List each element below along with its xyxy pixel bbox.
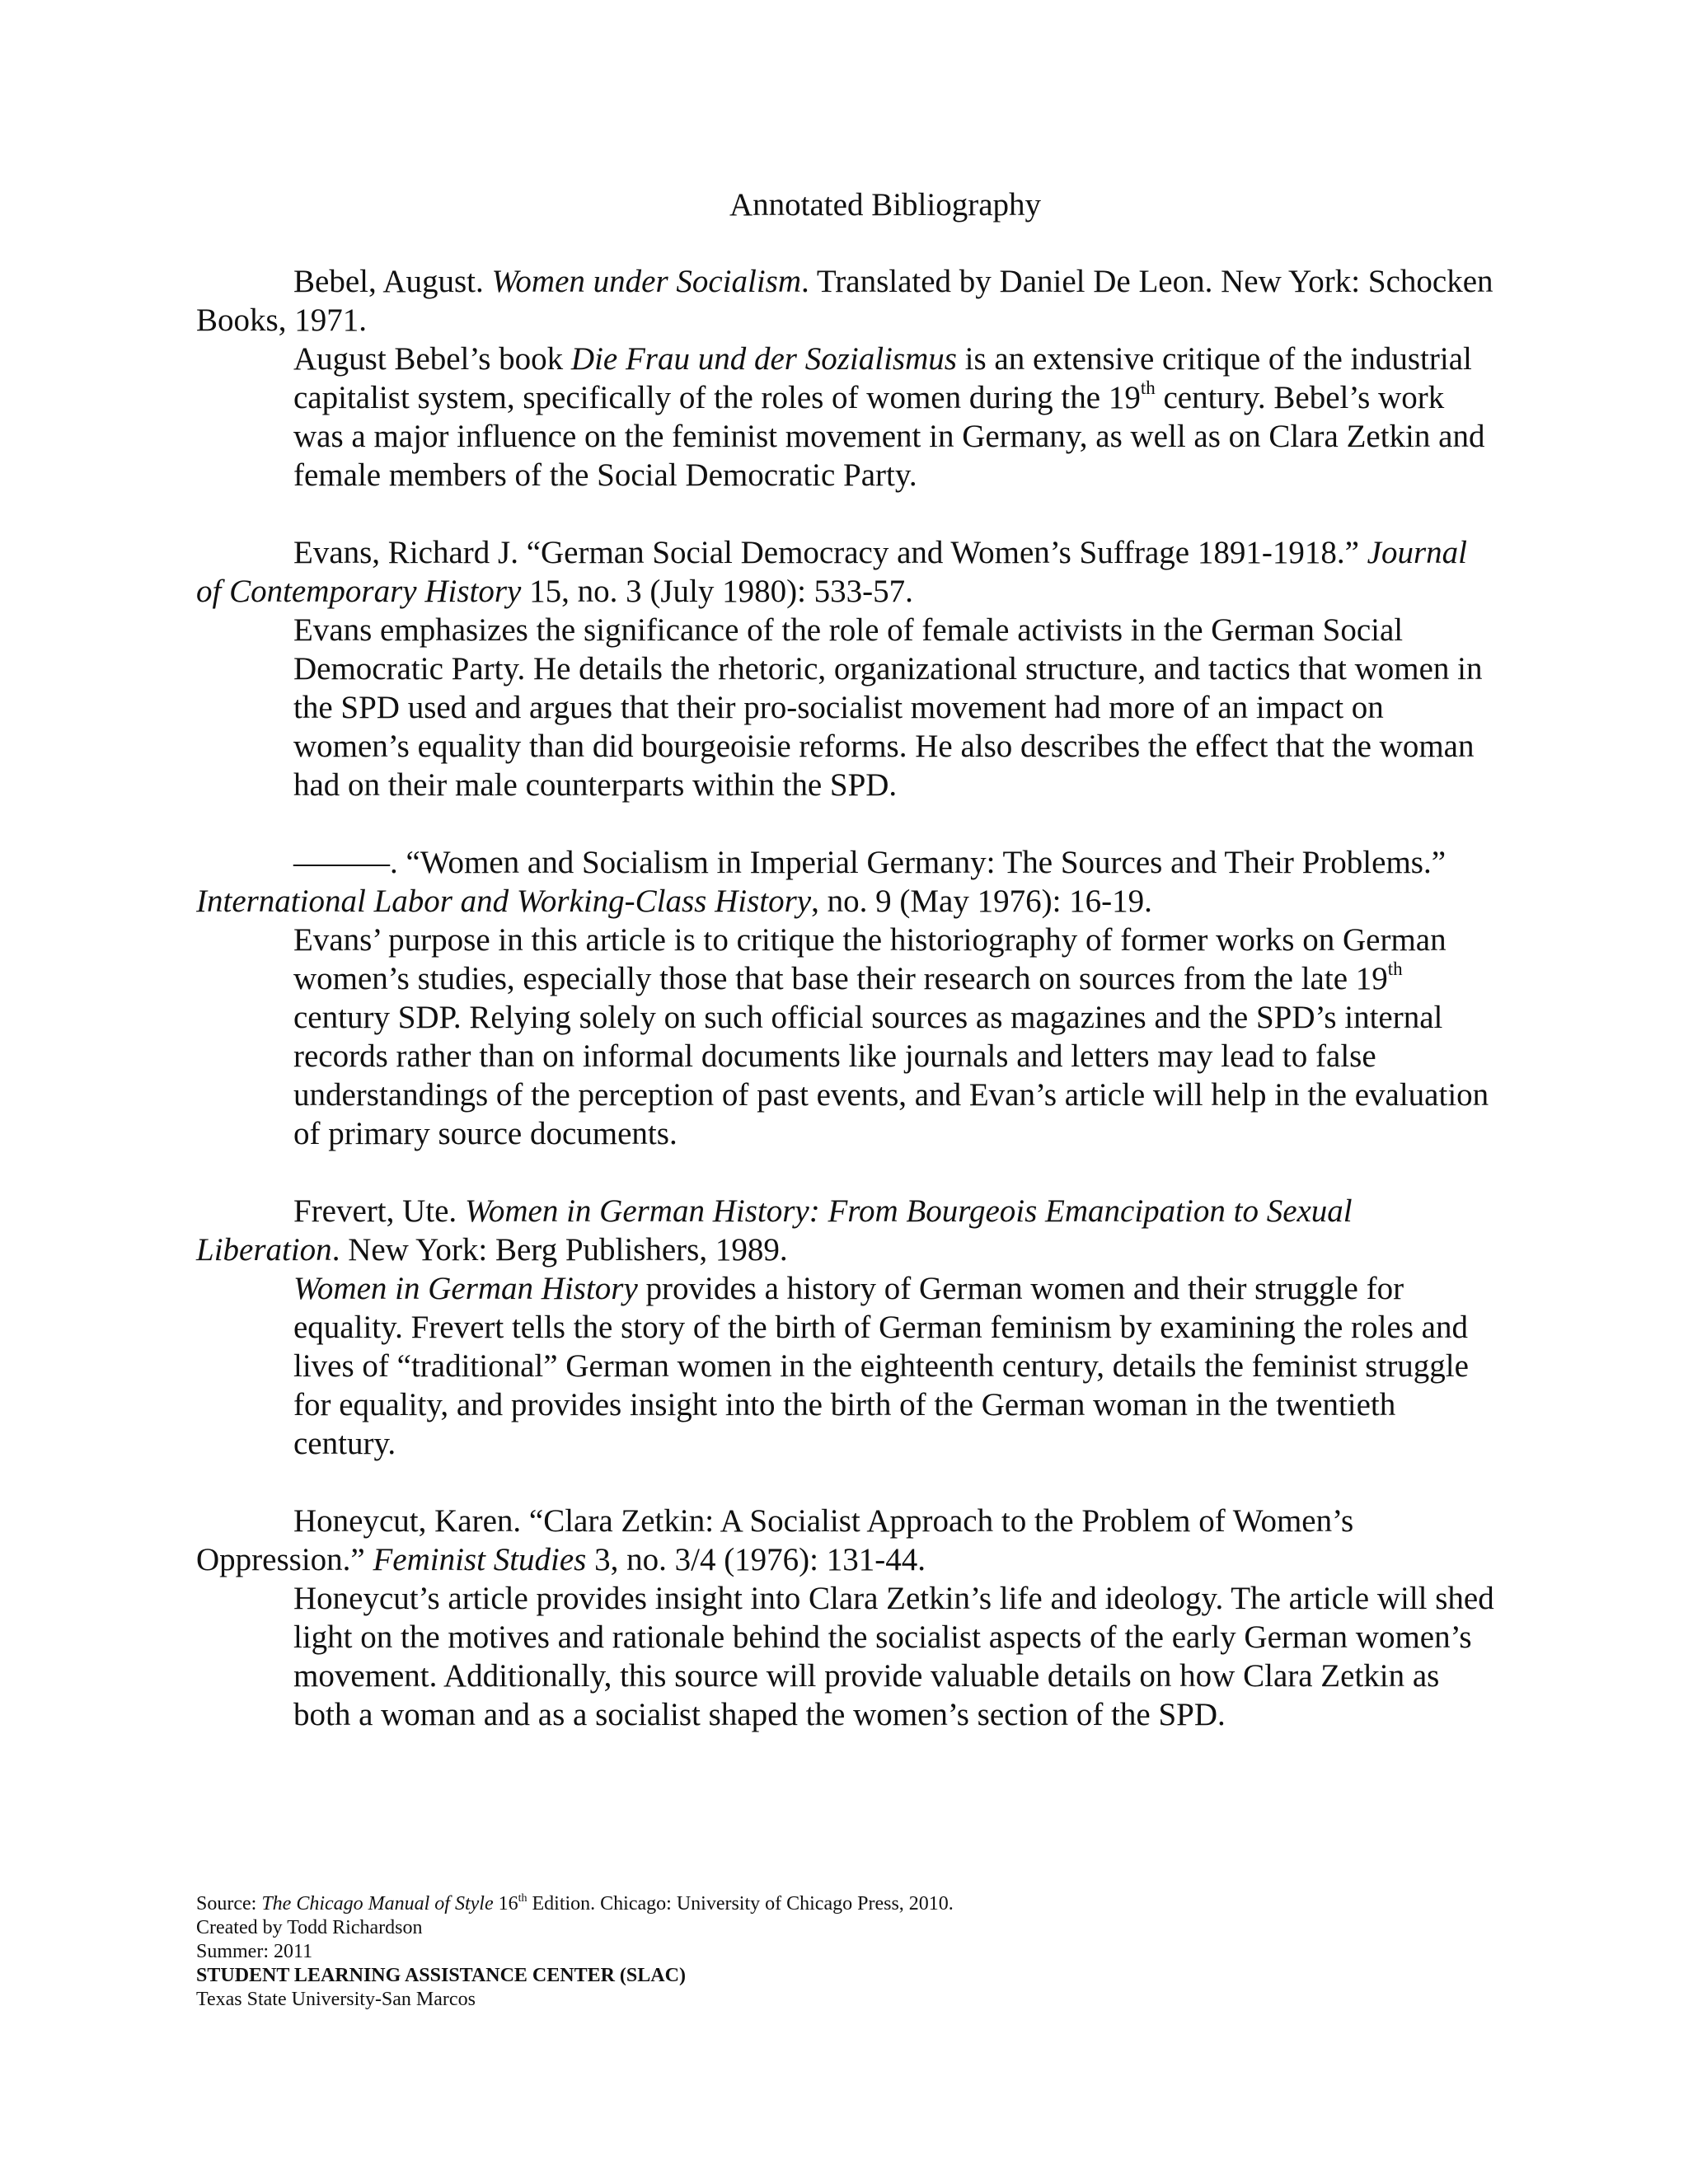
annotation: Evans emphasizes the significance of the role of female activists in the German Social Democratic Party. He details the rhetoric, organizational structure, and tactics that women in the SPD used and argues that their pro-socialist movement had more of an impact on women’s equality than did bourgeoisie reforms. He also describes the effect that the woman had on their male counterparts within the SPD. xyxy=(293,612,1483,803)
citation-title: Women under Socialism xyxy=(491,264,802,299)
citation-details: . New York: Berg Publishers, 1989. xyxy=(331,1232,788,1268)
bibliography-list xyxy=(196,262,1498,1773)
citation-details: 15, no. 3 (July 1980): 533-57. xyxy=(521,574,913,609)
footer-center-name: STUDENT LEARNING ASSISTANCE CENTER (SLAC) xyxy=(196,1965,686,1986)
annotation-title: Die Frau und der Sozialismus xyxy=(570,341,957,377)
annotation-text: is an extensive critique of the industrial capitalist system, specifically of the roles of women during the 19 xyxy=(293,341,1472,415)
footer-date: Summer: 2011 xyxy=(196,1941,313,1962)
footer-source-edition: 16 xyxy=(493,1893,518,1915)
bibliography-entry-evans-suffrage xyxy=(196,533,1498,804)
citation xyxy=(196,1192,1498,1269)
citation xyxy=(196,262,1498,340)
page-footer xyxy=(196,1892,1515,2012)
citation xyxy=(196,533,1498,611)
annotation-text: Evans’ purpose in this article is to critique the historiography of former works on German women’s studies, especially those that base their research on sources from the late 19 xyxy=(293,922,1447,996)
citation-author: Frevert, Ute. xyxy=(293,1193,465,1229)
annotation-text: century. Bebel’s work was a major influence on the feminist movement in Germany, as well as on Clara Zetkin and female members of the Social Democratic Party. xyxy=(293,380,1485,493)
citation-details: 3, no. 3/4 (1976): 131-44. xyxy=(586,1542,926,1577)
citation-author: Evans, Richard J. “German Social Democracy and Women’s Suffrage 1891-1918.” xyxy=(293,535,1367,570)
superscript: th xyxy=(518,1892,528,1905)
annotation-text: century SDP. Relying solely on such official sources as magazines and the SPD’s internal records rather than on informal documents like journals and letters may lead to false understandings of the perception of past events, and Evan’s article will help in the evaluation of primary source documents. xyxy=(293,1000,1489,1151)
footer-source-label: Source: xyxy=(196,1893,262,1915)
citation-details: , no. 9 (May 1976): 16-19. xyxy=(811,883,1152,919)
superscript: th xyxy=(1140,377,1156,398)
bibliography-entry-bebel xyxy=(196,262,1498,494)
annotation: Honeycut’s article provides insight into Clara Zetkin’s life and ideology. The article will shed light on the motives and rationale behind the socialist aspects of the early German women’s movement. Additionally, this source will provide valuable details on how Clara Zetkin as both a woman and as a socialist shaped the women’s section of the SPD. xyxy=(293,1581,1494,1732)
citation-details: . Translated by Daniel De Leon. New York: Schocken Books, 1971. xyxy=(196,264,1493,338)
citation-journal: International Labor and Working-Class History xyxy=(196,883,812,919)
citation xyxy=(196,1502,1498,1579)
footer-source xyxy=(196,1892,1515,1916)
footer-source-details: Edition. Chicago: University of Chicago Press, 2010. xyxy=(527,1893,954,1915)
annotation-title: Women in German History xyxy=(293,1271,638,1306)
bibliography-entry-evans-sources xyxy=(196,843,1498,1153)
annotation xyxy=(293,340,1498,494)
annotation-text: August Bebel’s book xyxy=(293,341,571,377)
citation-journal: Feminist Studies xyxy=(373,1542,587,1577)
citation-author: ———. “Women and Socialism in Imperial Germany: The Sources and Their Problems.” xyxy=(293,845,1447,880)
citation-journal: Journal of Contemporary History xyxy=(196,535,1467,609)
citation xyxy=(196,843,1498,921)
annotation xyxy=(293,921,1498,1153)
citation-author: Bebel, August. xyxy=(293,264,492,299)
superscript: th xyxy=(1387,958,1403,979)
annotation xyxy=(293,1269,1498,1463)
citation-author: Honeycut, Karen. “Clara Zetkin: A Socialist Approach to the Problem of Women’s Oppression.” xyxy=(196,1503,1354,1577)
footer-source-title: The Chicago Manual of Style xyxy=(261,1893,494,1915)
footer-created-by: Created by Todd Richardson xyxy=(196,1917,423,1938)
bibliography-entry-honeycut xyxy=(196,1502,1498,1734)
bibliography-entry-frevert xyxy=(196,1192,1498,1463)
page-title: Annotated Bibliography xyxy=(729,187,1042,223)
citation-title: Women in German History: From Bourgeois Emancipation to Sexual Liberation xyxy=(196,1193,1353,1268)
footer-university: Texas State University-San Marcos xyxy=(196,1989,476,2010)
annotation-text: provides a history of German women and their struggle for equality. Frevert tells the story of the birth of German feminism by examining the roles and lives of “traditional” German women in the eighteenth century, details the feminist struggle for equality, and provides insight into the birth of the German woman in the twentieth century. xyxy=(293,1271,1469,1461)
